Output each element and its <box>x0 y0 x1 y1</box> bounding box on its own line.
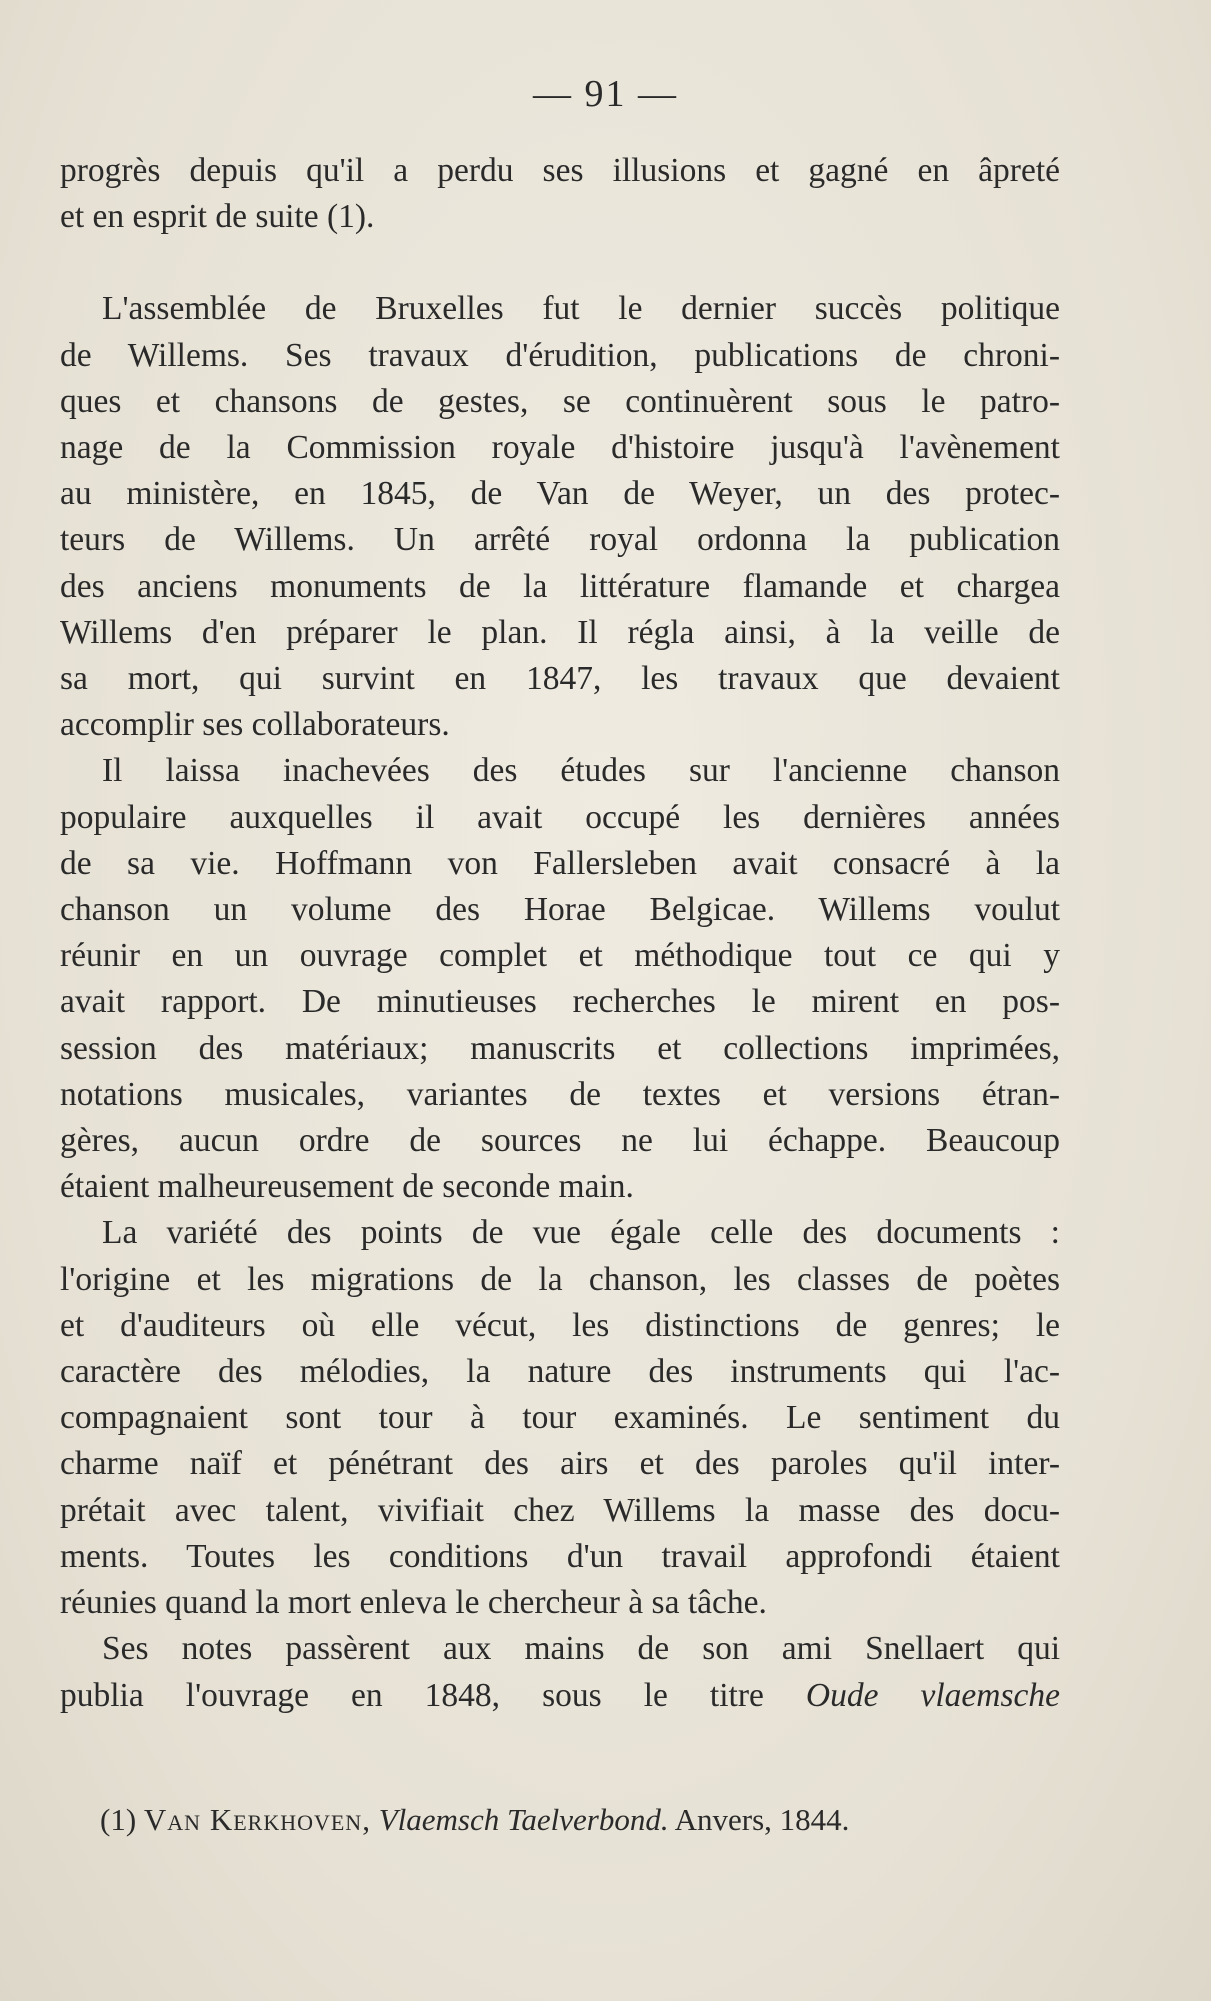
text-line: progrès depuis qu'il a perdu ses illusions et gagné en âpreté <box>60 152 1060 189</box>
text-line: étaient malheureusement de seconde main. <box>60 1168 634 1206</box>
text-line: de Willems. Ses travaux d'érudition, publications de chroni- <box>60 336 1060 374</box>
text-line: et d'auditeurs où elle vécut, les distinctions de genres; le <box>60 1306 1060 1344</box>
text-line: chanson un volume des Horae Belgicae. Willems voulut <box>60 891 1060 929</box>
text-line: de sa vie. Hoffmann von Fallersleben avait consacré à la <box>60 844 1060 882</box>
footnote-title: Vlaemsch Taelverbond. <box>378 1802 669 1837</box>
footnote <box>100 1802 849 1838</box>
text-line: nage de la Commission royale d'histoire jusqu'à l'avènement <box>60 429 1060 467</box>
text-line: ments. Toutes les conditions d'un travail approfondi étaient <box>60 1537 1060 1575</box>
book-title: Oude vlaemsche <box>805 1676 1060 1714</box>
footnote-marker: (1) <box>100 1802 137 1837</box>
text-line: L'assemblée de Bruxelles fut le dernier succès politique <box>102 290 1060 328</box>
text-line: au ministère, en 1845, de Van de Weyer, un des protec- <box>60 475 1060 513</box>
paragraph-gap <box>60 240 1060 286</box>
text-line: gères, aucun ordre de sources ne lui échappe. Beaucoup <box>60 1122 1060 1160</box>
text-line: charme naïf et pénétrant des airs et des paroles qu'il inter- <box>60 1445 1060 1483</box>
text-line: et en esprit de suite (1). <box>60 198 375 236</box>
footnote-place-date: Anvers, 1844. <box>674 1802 850 1837</box>
text-line: compagnaient sont tour à tour examinés. Le sentiment du <box>60 1399 1060 1437</box>
text-line <box>60 1673 1060 1719</box>
text-line: réunies quand la mort enleva le chercheur à sa tâche. <box>60 1584 767 1622</box>
body-text <box>60 148 1060 1719</box>
text-line: session des matériaux; manuscrits et collections imprimées, <box>60 1029 1060 1067</box>
text-line: prétait avec talent, vivifiait chez Willems la masse des docu- <box>60 1491 1060 1529</box>
text-line: des anciens monuments de la littérature flamande et chargea <box>60 567 1060 605</box>
page-number: — 91 — <box>533 73 678 115</box>
text-line: teurs de Willems. Un arrêté royal ordonna la publication <box>60 521 1060 559</box>
text-line: accomplir ses collaborateurs. <box>60 706 450 744</box>
text-line: populaire auxquelles il avait occupé les dernières années <box>60 798 1060 836</box>
text-line: caractère des mélodies, la nature des instruments qui l'ac- <box>60 1353 1060 1391</box>
footnote-author: Van Kerkhoven, <box>143 1802 371 1837</box>
text-line: sa mort, qui survint en 1847, les travaux que devaient <box>60 660 1060 698</box>
text-line: avait rapport. De minutieuses recherches le mirent en pos- <box>60 983 1060 1021</box>
text-line: ques et chansons de gestes, se continuèrent sous le patro- <box>60 382 1060 420</box>
text-line: Il laissa inachevées des études sur l'ancienne chanson <box>102 752 1060 790</box>
text-run: publia l'ouvrage en 1848, sous le titre <box>60 1676 764 1714</box>
text-line: Ses notes passèrent aux mains de son ami Snellaert qui <box>102 1630 1060 1668</box>
text-line: Willems d'en préparer le plan. Il régla ainsi, à la veille de <box>60 613 1060 651</box>
text-line: La variété des points de vue égale celle des documents : <box>102 1214 1060 1252</box>
text-line: réunir en un ouvrage complet et méthodique tout ce qui y <box>60 937 1060 975</box>
text-line: l'origine et les migrations de la chanson, les classes de poètes <box>60 1260 1060 1298</box>
text-line: notations musicales, variantes de textes et versions étran- <box>60 1075 1060 1113</box>
